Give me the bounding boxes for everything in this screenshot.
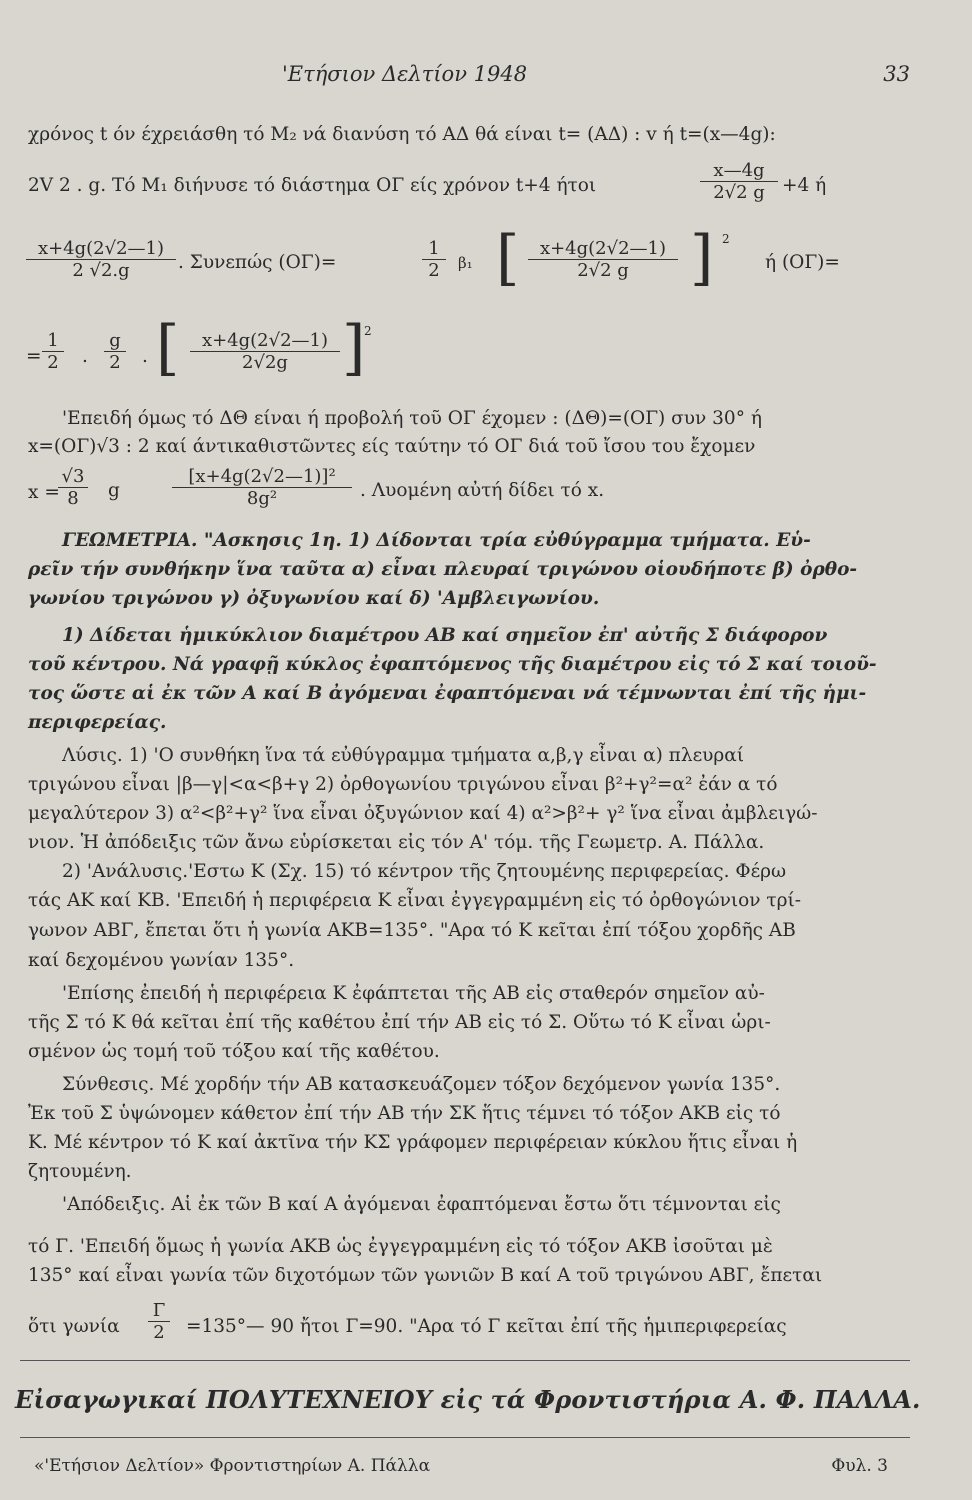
- footer-left: «'Ετήσιον Δελτίον» Φροντιστηρίων Α. Πάλλα: [34, 1456, 431, 1476]
- divider: [20, 1360, 910, 1361]
- solution-text: Σύνθεσις. Μέ χορδήν τήν ΑΒ κατασκευάζομεν τόξον δεχόμενον γωνία 135°.: [62, 1074, 781, 1095]
- fraction: [26, 238, 176, 281]
- solution-text: γωνον ΑΒΓ, ἔπεται ὅτι ἡ γωνία ΑΚΒ=135°. "Αρα τό Κ κεῖται ἐπί τόξου χορδῆς ΑΒ: [28, 920, 796, 941]
- fraction-denominator: 2√2 g: [577, 260, 629, 281]
- page-number: 33: [883, 62, 910, 86]
- text-line: 2V 2 . g. Τό M₁ διήνυσε τό διάστημα ΟΓ είς χρόνον t+4 ήτοι: [28, 175, 597, 196]
- divider: [20, 1437, 910, 1438]
- text-line: ή (ΟΓ)=: [765, 252, 840, 273]
- text-line: +4 ή: [782, 175, 827, 196]
- fraction-denominator: 8: [67, 488, 79, 509]
- text-line: 'Επειδή όμως τό ΔΘ είναι ή προβολή τοῦ ΟΓ έχομεν : (ΔΘ)=(ΟΓ) συν 30° ή: [62, 408, 762, 429]
- exponent: 2: [722, 232, 730, 246]
- fraction: [104, 330, 126, 373]
- fraction-numerator: 1: [422, 238, 446, 260]
- fraction-denominator: 2√2 g: [713, 182, 765, 203]
- exercise-text: ρεῖν τήν συνθήκην ἵνα ταῦτα α) εἶναι πλευραί τριγώνου οἱουδήποτε β) ὀρθο-: [28, 559, 858, 580]
- text-line: . Λυομένη αὐτή δίδει τό x.: [360, 480, 605, 501]
- solution-text: καί δεχομένου γωνίαν 135°.: [28, 950, 295, 971]
- fraction-denominator: 2 √2.g: [72, 260, 130, 281]
- header-title: 'Ετήσιον Δελτίον 1948: [282, 62, 528, 86]
- fraction-denominator: 2: [47, 352, 59, 373]
- fraction-numerator: √3: [58, 466, 88, 488]
- fraction-denominator: 8g²: [246, 488, 278, 509]
- solution-text: τό Γ. 'Επειδή ὅμως ἡ γωνία ΑΚΒ ὡς ἐγγεγραμμένη εἰς τό τόξον ΑΚΒ ἰσοῦται μὲ: [28, 1236, 773, 1257]
- fraction-numerator: x—4g: [700, 160, 778, 182]
- exercise-text: γωνίου τριγώνου γ) ὀξυγωνίου καί δ) 'Αμβλειγωνίου.: [28, 588, 600, 609]
- fraction-numerator: [x+4g(2√2—1)]²: [172, 466, 352, 488]
- exercise-text: 1) Δίδεται ἡμικύκλιον διαμέτρου ΑΒ καί σημεῖον ἐπ' αὐτῆς Σ διάφορον: [62, 625, 828, 646]
- solution-text: νιον. Ἡ ἀπόδειξις τῶν ἄνω εὑρίσκεται εἰς τόν Α' τόμ. τῆς Γεωμετρ. Α. Πάλλα.: [28, 832, 765, 853]
- fraction-numerator: g: [104, 330, 126, 352]
- solution-text: μεγαλύτερον 3) α²<β²+γ² ἵνα εἶναι ὀξυγώνιον καί 4) α²>β²+ γ² ἵνα εἶναι ἀμβλειγώ-: [28, 803, 818, 824]
- right-bracket: ]: [690, 223, 714, 293]
- solution-text: τάς ΑΚ καί ΚΒ. 'Επειδή ἡ περιφέρεια Κ εἶναι ἐγγεγραμμένη εἰς τό ὀρθογώνιον τρί-: [28, 890, 801, 911]
- solution-text: ζητουμένη.: [28, 1161, 132, 1182]
- solution-text: Λύσις. 1) 'Ο συνθήκη ἵνα τά εὐθύγραμμα τμήματα α,β,γ εἶναι α) πλευραί: [62, 745, 745, 766]
- solution-text: 135° καί εἶναι γωνία τῶν διχοτόμων τῶν γωνιῶν Β καί Α τοῦ τριγώνου ΑΒΓ, ἔπεται: [28, 1265, 823, 1286]
- advertisement-banner: Εἰσαγωγικαί ΠΟΛΥΤΕΧΝΕΙΟΥ εἰς τά Φροντιστήρια Α. Φ. ΠΑΛΛΑ.: [15, 1385, 921, 1414]
- text-line: x=(ΟΓ)√3 : 2 καί άντικαθιστῶντες είς ταύτην τό ΟΓ διά τοῦ ἴσου του ἔχομεν: [28, 436, 756, 457]
- exercise-heading: ΓΕΩΜΕΤΡΙΑ. "Ασκησις 1η. 1) Δίδονται τρία εὐθύγραμμα τμήματα. Εὑ-: [62, 530, 811, 551]
- dot: .: [142, 346, 148, 367]
- solution-text: τῆς Σ τό Κ θά κεῖται ἐπί τῆς καθέτου ἐπί τήν ΑΒ εἰς τό Σ. Οὕτω τό Κ εἶναι ὡρι-: [28, 1012, 771, 1033]
- left-bracket: [: [496, 223, 520, 293]
- exponent: 2: [364, 324, 372, 338]
- text-line: x =: [28, 482, 60, 503]
- solution-text: 'Επίσης ἐπειδή ἡ περιφέρεια Κ ἐφάπτεται τῆς ΑΒ εἰς σταθερόν σημεῖον αὐ-: [62, 983, 765, 1004]
- fraction: [42, 330, 64, 373]
- solution-text: τριγώνου εἶναι |β—γ|<α<β+γ 2) ὀρθογωνίου τριγώνου εἶναι β²+γ²=α² ἐάν α τό: [28, 774, 778, 795]
- left-bracket: [: [156, 313, 180, 383]
- text-line: =: [26, 346, 42, 367]
- fraction-denominator: 2: [428, 260, 440, 281]
- fraction: [700, 160, 778, 203]
- text-line: β₁: [458, 254, 473, 272]
- solution-text: 'Απόδειξις. Αἱ ἐκ τῶν Β καί Α ἀγόμεναι ἐφαπτόμεναι ἔστω ὅτι τέμνονται εἰς: [62, 1194, 781, 1215]
- solution-text: Κ. Μέ κέντρον τό Κ καί ἀκτῖνα τήν ΚΣ γράφομεν περιφέρειαν κύκλου ἥτις εἶναι ἡ: [28, 1132, 798, 1153]
- text-line: g: [108, 480, 120, 501]
- fraction: [190, 330, 340, 373]
- text-line: χρόνος t όν έχρειάσθη τό M₂ νά διανύση τό ΑΔ θά είναι t= (ΑΔ) : v ή t=(x—4g):: [28, 124, 776, 145]
- exercise-text: τοῦ κέντρου. Νά γραφῇ κύκλος ἐφαπτόμενος τῆς διαμέτρου εἰς τό Σ καί τοιοῦ-: [28, 654, 877, 675]
- fraction-numerator: 1: [42, 330, 64, 352]
- solution-text: Ἐκ τοῦ Σ ὑψώνομεν κάθετον ἐπί τήν ΑΒ τήν ΣΚ ἥτις τέμνει τό τόξον ΑΚΒ εἰς τό: [28, 1103, 781, 1124]
- fraction-numerator: x+4g(2√2—1): [190, 330, 340, 352]
- fraction-denominator: 2: [109, 352, 121, 373]
- exercise-text: τος ὥστε αἱ ἐκ τῶν Α καί Β ἀγόμεναι ἐφαπτόμεναι νά τέμνωνται ἐπί τῆς ἡμι-: [28, 683, 867, 704]
- solution-text: 2) 'Ανάλυσις.'Εστω Κ (Σχ. 15) τό κέντρον τῆς ζητουμένης περιφερείας. Φέρω: [62, 861, 787, 882]
- fraction-denominator: 2√2g: [242, 352, 288, 373]
- fraction: [172, 466, 352, 509]
- exercise-text: περιφερείας.: [28, 712, 167, 733]
- fraction: [58, 466, 88, 509]
- fraction: [422, 238, 446, 281]
- footer-right: Φυλ. 3: [831, 1456, 888, 1476]
- dot: .: [82, 346, 88, 367]
- solution-text: =135°— 90 ἤτοι Γ=90. "Αρα τό Γ κεῖται ἐπί τῆς ἡμιπεριφερείας: [186, 1316, 787, 1337]
- solution-text: σμένον ὡς τομή τοῦ τόξου καί τῆς καθέτου.: [28, 1041, 440, 1062]
- fraction-numerator: x+4g(2√2—1): [26, 238, 176, 260]
- fraction-numerator: Γ: [148, 1300, 170, 1322]
- right-bracket: ]: [342, 313, 366, 383]
- fraction-numerator: x+4g(2√2—1): [528, 238, 678, 260]
- text-line: . Συνεπώς (ΟΓ)=: [178, 252, 337, 273]
- fraction: [528, 238, 678, 281]
- solution-text: ὅτι γωνία: [28, 1316, 120, 1337]
- fraction: [148, 1300, 170, 1343]
- fraction-denominator: 2: [153, 1322, 165, 1343]
- page-header: [0, 62, 972, 92]
